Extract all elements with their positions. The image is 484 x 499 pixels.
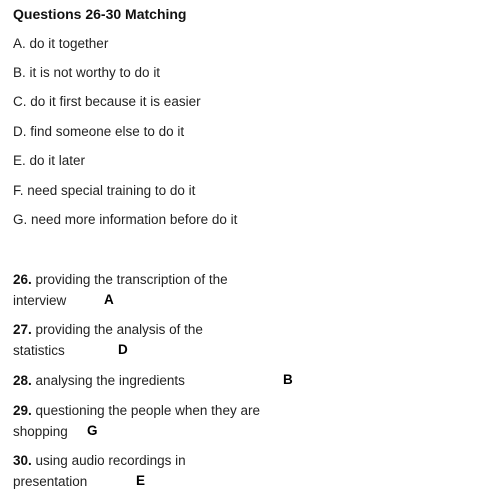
question-number: 29. (13, 403, 32, 418)
question-28 (13, 370, 185, 391)
question-29 (13, 400, 260, 421)
answer-28: B (283, 372, 293, 387)
question-29-line2: shopping (13, 424, 68, 439)
option-e: E. do it later (13, 153, 86, 168)
question-30-line2: presentation (13, 474, 88, 489)
option-c: C. do it first because it is easier (13, 94, 201, 109)
answer-26: A (104, 292, 114, 307)
question-30 (13, 450, 186, 471)
question-text: analysing the ingredients (35, 373, 185, 388)
option-b: B. it is not worthy to do it (13, 65, 161, 80)
question-text: providing the analysis of the (35, 322, 203, 337)
option-f: F. need special training to do it (13, 183, 196, 198)
option-a: A. do it together (13, 36, 109, 51)
question-number: 28. (13, 373, 32, 388)
answer-27: D (118, 342, 128, 357)
question-text: providing the transcription of the (35, 272, 228, 287)
answer-30: E (136, 473, 146, 488)
question-number: 27. (13, 322, 32, 337)
section-heading: Questions 26-30 Matching (13, 6, 187, 22)
question-26-line2: interview (13, 293, 67, 308)
option-d: D. find someone else to do it (13, 124, 185, 139)
option-g: G. need more information before do it (13, 212, 238, 227)
question-26 (13, 269, 228, 290)
question-text: using audio recordings in (35, 453, 186, 468)
answer-29: G (87, 423, 98, 438)
question-number: 30. (13, 453, 32, 468)
question-27 (13, 319, 203, 340)
question-text: questioning the people when they are (35, 403, 260, 418)
question-27-line2: statistics (13, 343, 65, 358)
question-number: 26. (13, 272, 32, 287)
